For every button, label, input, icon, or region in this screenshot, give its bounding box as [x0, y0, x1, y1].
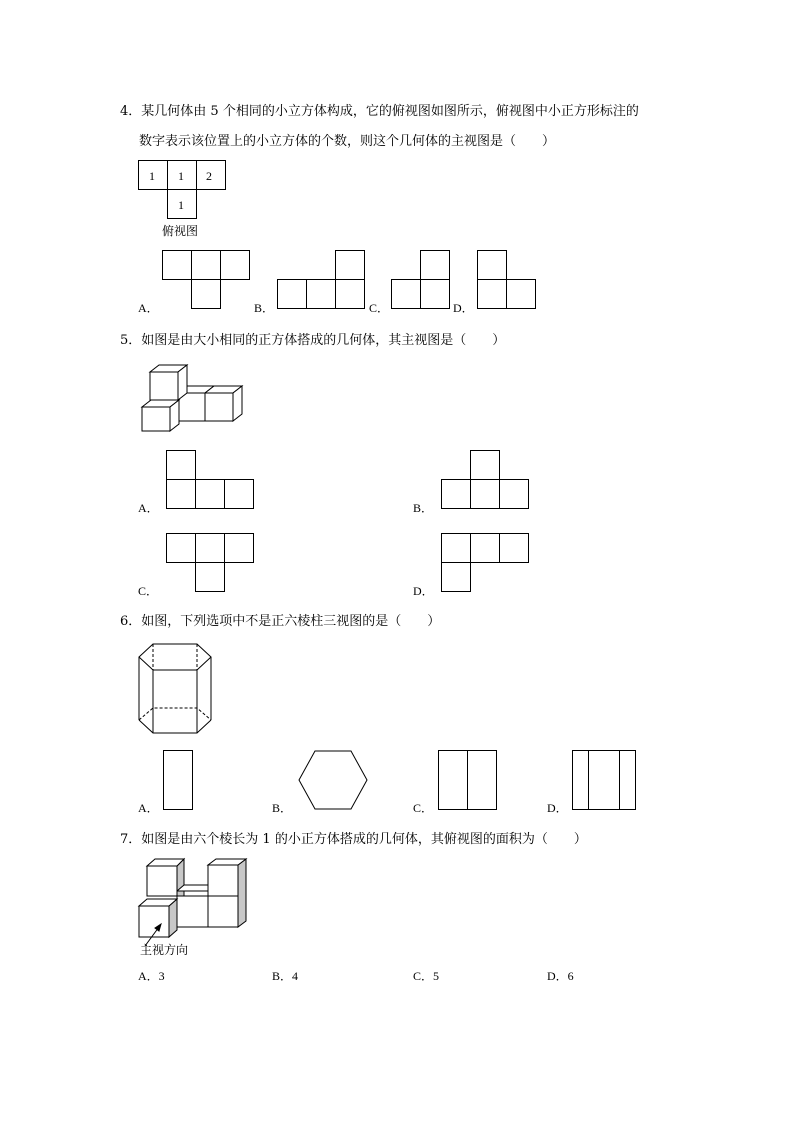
q7-stem: 7．如图是由六个棱长为 1 的小正方体搭成的几何体，其俯视图的面积为（ ） [120, 832, 587, 847]
q4-caption: 俯视图 [162, 224, 199, 238]
q4-option-b-label[interactable]: B． [254, 301, 275, 315]
q5-cube-figure [140, 362, 250, 437]
q7-option-c[interactable]: C．5 [413, 969, 440, 983]
q4-option-d-figure[interactable] [477, 250, 537, 310]
q7-cube-figure [137, 858, 252, 943]
q4-option-b-figure[interactable] [277, 250, 367, 310]
q4-option-c-label[interactable]: C． [369, 301, 390, 315]
q5-option-a-figure[interactable] [166, 450, 256, 510]
q6-hexagonal-prism-figure [137, 642, 217, 737]
q4-number: 4． [120, 104, 142, 119]
q4-grid-number: 1 [149, 169, 155, 183]
q6-option-d-label[interactable]: D． [547, 801, 568, 815]
q6-option-a-label[interactable]: A． [138, 801, 159, 815]
q4-grid-number: 1 [178, 198, 184, 212]
q7-option-b[interactable]: B．4 [272, 969, 299, 983]
q6-stem: 6．如图，下列选项中不是正六棱柱三视图的是（ ） [120, 614, 441, 629]
q4-grid-number: 2 [206, 169, 212, 183]
q7-option-a[interactable]: A．3 [138, 969, 165, 983]
q5-option-a-label[interactable]: A． [138, 501, 159, 515]
q7-option-d[interactable]: D．6 [547, 969, 574, 983]
q6-option-b-label[interactable]: B． [272, 801, 293, 815]
q7-number: 7． [120, 832, 142, 847]
q5-option-c-figure[interactable] [166, 533, 256, 593]
q4-option-a-label[interactable]: A． [138, 301, 159, 315]
q5-option-b-label[interactable]: B． [413, 501, 434, 515]
q6-option-d-figure[interactable] [572, 750, 640, 812]
q4-stem-line2: 数字表示该位置上的小立方体的个数，则这个几何体的主视图是（ ） [139, 134, 556, 149]
q6-option-b-figure[interactable] [298, 750, 370, 812]
q5-stem: 5．如图是由大小相同的正方体搭成的几何体，其主视图是（ ） [120, 333, 506, 348]
q6-option-a-figure[interactable] [163, 750, 195, 812]
q4-grid-number: 1 [178, 169, 184, 183]
q5-number: 5． [120, 333, 142, 348]
q4-option-c-figure[interactable] [391, 250, 451, 310]
q5-option-c-label[interactable]: C． [138, 584, 159, 598]
q5-option-b-figure[interactable] [441, 450, 531, 510]
q6-option-c-label[interactable]: C． [413, 801, 434, 815]
q4-option-a-figure[interactable] [162, 250, 252, 310]
q5-option-d-label[interactable]: D． [413, 584, 434, 598]
q6-option-c-figure[interactable] [438, 750, 500, 812]
q5-option-d-figure[interactable] [441, 533, 531, 593]
q4-option-d-label[interactable]: D． [453, 301, 474, 315]
q6-number: 6． [120, 614, 142, 629]
q7-caption: 主视方向 [140, 943, 189, 957]
q4-stem-line1: 4．某几何体由 5 个相同的小立方体构成，它的俯视图如图所示，俯视图中小正方形标注的 [120, 104, 639, 119]
